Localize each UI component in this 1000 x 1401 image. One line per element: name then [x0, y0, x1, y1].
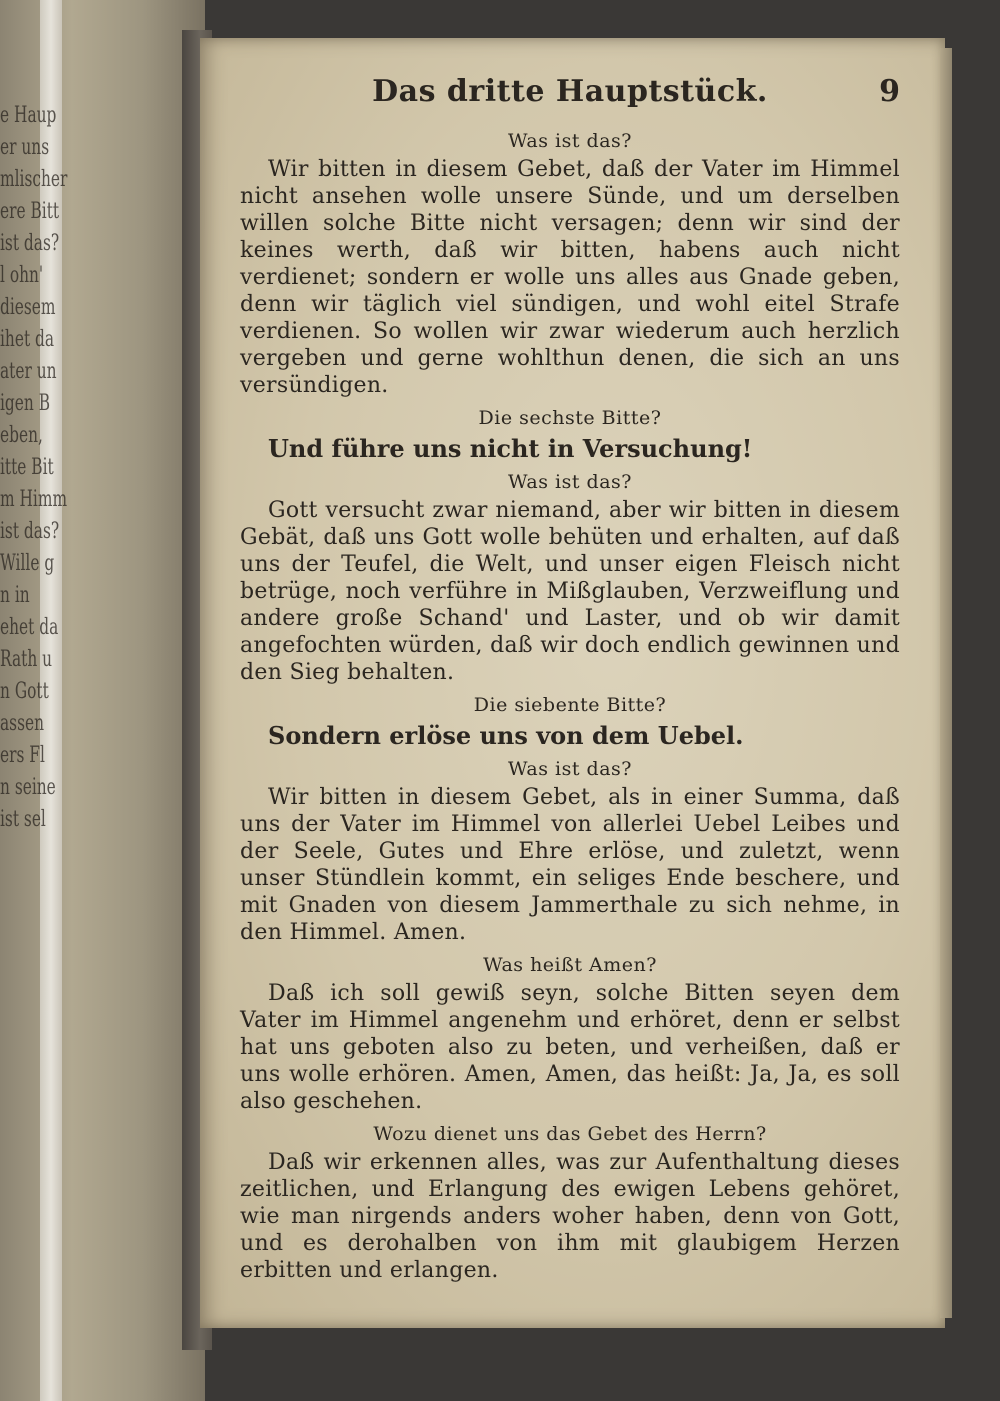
question-heading: Was heißt Amen?: [483, 954, 657, 976]
left-page-line: diesem: [0, 295, 56, 320]
left-page-line: ist das?: [0, 231, 60, 256]
question-heading: Die siebente Bitte?: [473, 694, 667, 716]
left-page-line: igen B: [0, 391, 51, 416]
text-body: [240, 126, 900, 1284]
question-heading: Wozu dienet uns das Gebet des Herrn?: [373, 1123, 767, 1145]
left-page-line: n in: [0, 583, 30, 608]
left-page-line: ater un: [0, 359, 57, 384]
left-page-line: e Haup: [0, 103, 57, 128]
left-page-line: m Himm: [0, 487, 68, 512]
petition-heading: Und führe uns nicht in Versuchung!: [268, 434, 753, 463]
left-page: [0, 0, 205, 1401]
running-title: Das dritte Hauptstück.: [372, 74, 768, 109]
left-page-line: ers Fl: [0, 743, 45, 768]
left-page-text: [0, 100, 144, 836]
petition-heading: Sondern erlöse uns von dem Uebel.: [268, 721, 744, 750]
left-page-line: Wille g: [0, 551, 55, 576]
page-edge: [940, 48, 952, 1318]
left-page-line: eben,: [0, 423, 43, 448]
left-page-line: er uns: [0, 135, 50, 160]
page-content: [240, 70, 900, 1288]
answer-paragraph: Gott versucht zwar niemand, aber wir bitten in diesem Gebät, daß uns Gott wolle behüten und erhalten, auf daß uns der Teufel, die Welt, und unser eigen Fleisch nicht betrüge, noch verführe in Mißglauben, Verzweiflung und andere große Schand' und Laster, und ob wir damit angefochten würden, daß wir doch endlich gewinnen und den Sieg behalten.: [240, 498, 900, 685]
answer-paragraph: Daß wir erkennen alles, was zur Aufenthaltung dieses zeitlichen, und Erlangung des ewigen Lebens gehöret, wie man nirgends anders woher haben, denn von Gott, und es derohalben von ihm mit glaubigem Herzen erbitten und erlangen.: [240, 1150, 900, 1283]
left-page-line: ere Bitt: [0, 199, 60, 224]
answer-paragraph: Wir bitten in diesem Gebet, daß der Vater im Himmel nicht ansehen wolle unsere Sünde, und um derselben willen solche Bitte nicht versagen; denn wir sind der keines werth, daß wir bitten, habens auch nicht verdienet; sondern er wolle uns alles aus Gnade geben, denn wir täglich viel sündigen, und wohl eitel Strafe verdienen. So wollen wir zwar wiederum auch herzlich vergeben und gerne wohlthun denen, die sich an uns versündigen.: [240, 157, 900, 398]
question-heading: Die sechste Bitte?: [478, 407, 662, 429]
page-header: [240, 70, 900, 126]
left-page-line: n seine: [0, 775, 56, 800]
left-page-line: Rath u: [0, 647, 53, 672]
left-page-line: assen: [0, 711, 45, 736]
page-number: 9: [879, 74, 900, 109]
left-page-line: ehet da: [0, 615, 59, 640]
question-heading: Was ist das?: [508, 471, 632, 493]
left-page-line: mlischer: [0, 167, 68, 192]
left-page-line: itte Bit: [0, 455, 54, 480]
answer-paragraph: Wir bitten in diesem Gebet, als in einer Summa, daß uns der Vater im Himmel von allerlei Uebel Leibes und der Seele, Gutes und Ehre erlöse, und zuletzt, wenn unser Stündlein kommt, ein seliges Ende beschere, und mit Gnaden von diesem Jammerthale zu sich nehme, in den Himmel. Amen.: [240, 785, 900, 945]
question-heading: Was ist das?: [508, 130, 632, 152]
left-page-line: ist sel: [0, 807, 46, 832]
question-heading: Was ist das?: [508, 758, 632, 780]
left-page-line: l ohn': [0, 263, 44, 288]
left-page-line: ihet da: [0, 327, 55, 352]
answer-paragraph: Daß ich soll gewiß seyn, solche Bitten seyen dem Vater im Himmel angenehm und erhöret, denn er selbst hat uns geboten also zu beten, und verheißen, daß er uns wolle erhören. Amen, Amen, das heißt: Ja, Ja, es soll also geschehen.: [240, 981, 900, 1114]
left-page-line: n Gott: [0, 679, 49, 704]
left-page-line: ist das?: [0, 519, 60, 544]
